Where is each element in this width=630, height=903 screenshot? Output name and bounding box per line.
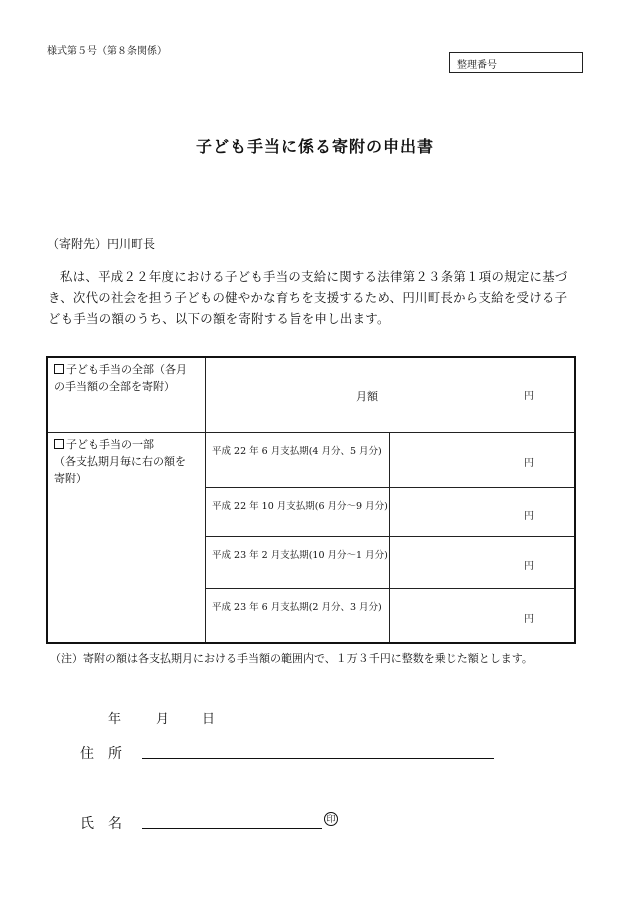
period-amount-field[interactable]	[390, 433, 574, 487]
option-partial-checkbox[interactable]	[54, 439, 64, 449]
address-field[interactable]	[142, 758, 494, 759]
yen-unit: 円	[524, 511, 534, 522]
seal-mark: 印	[324, 812, 338, 826]
payment-period: 平成 23 年 2 月支払期(10 月分～1 月分)	[212, 550, 388, 561]
recipient: （寄附先）円川町長	[47, 237, 156, 251]
payment-period: 平成 22 年 6 月支払期(4 月分、5 月分)	[212, 446, 382, 457]
option-all-line2: の手当額の全部を寄附）	[54, 380, 175, 393]
option-all-line1: 子ども手当の全部（各月	[54, 361, 205, 378]
name-label: 氏 名	[80, 816, 122, 832]
payment-period: 平成 22 年 10 月支払期(6 月分～9 月分)	[212, 501, 388, 512]
donation-table	[46, 356, 576, 644]
declaration-line-3: ども手当の額のうち、以下の額を寄附する旨を申し出ます。	[48, 311, 390, 326]
reference-number-box[interactable]	[449, 52, 583, 73]
date-year-label: 年	[108, 712, 122, 727]
period-amount-field[interactable]	[390, 589, 574, 642]
yen-unit: 円	[524, 458, 534, 469]
period-amount-field[interactable]	[390, 537, 574, 588]
yen-unit: 円	[524, 614, 534, 625]
name-field[interactable]	[142, 828, 322, 829]
yen-unit: 円	[524, 561, 534, 572]
monthly-amount-cell[interactable]	[206, 358, 574, 432]
option-partial-line1: 子ども手当の一部	[54, 436, 205, 453]
payment-period: 平成 23 年 6 月支払期(2 月分、3 月分)	[212, 602, 382, 613]
reference-number-label: 整理番号	[457, 60, 497, 71]
declaration-line-1: 私は、平成２２年度における子ども手当の支給に関する法律第２３条第１項の規定に基づ	[60, 269, 568, 284]
option-partial-cell	[48, 433, 205, 642]
period-amount-field[interactable]	[390, 488, 574, 536]
option-all-cell	[48, 358, 205, 432]
option-partial-line3: 寄附）	[54, 472, 87, 485]
declaration-text	[48, 266, 588, 329]
form-number: 様式第５号（第８条関係）	[47, 46, 167, 57]
option-all-checkbox[interactable]	[54, 364, 64, 374]
yen-unit: 円	[524, 391, 534, 402]
document-title: 子ども手当に係る寄附の申出書	[195, 137, 434, 156]
date-month-label: 月	[156, 712, 170, 727]
option-partial-line2: （各支払期月毎に右の額を	[54, 455, 186, 468]
monthly-amount-label: 月額	[356, 390, 378, 403]
address-label: 住 所	[80, 746, 122, 762]
declaration-line-2: き、次代の社会を担う子どもの健やかな育ちを支援するため、円川町長から支給を受ける子	[48, 290, 568, 305]
note: （注）寄附の額は各支払期月における手当額の範囲内で、１万３千円に整数を乗じた額とします。	[50, 652, 533, 665]
date-day-label: 日	[202, 712, 216, 727]
